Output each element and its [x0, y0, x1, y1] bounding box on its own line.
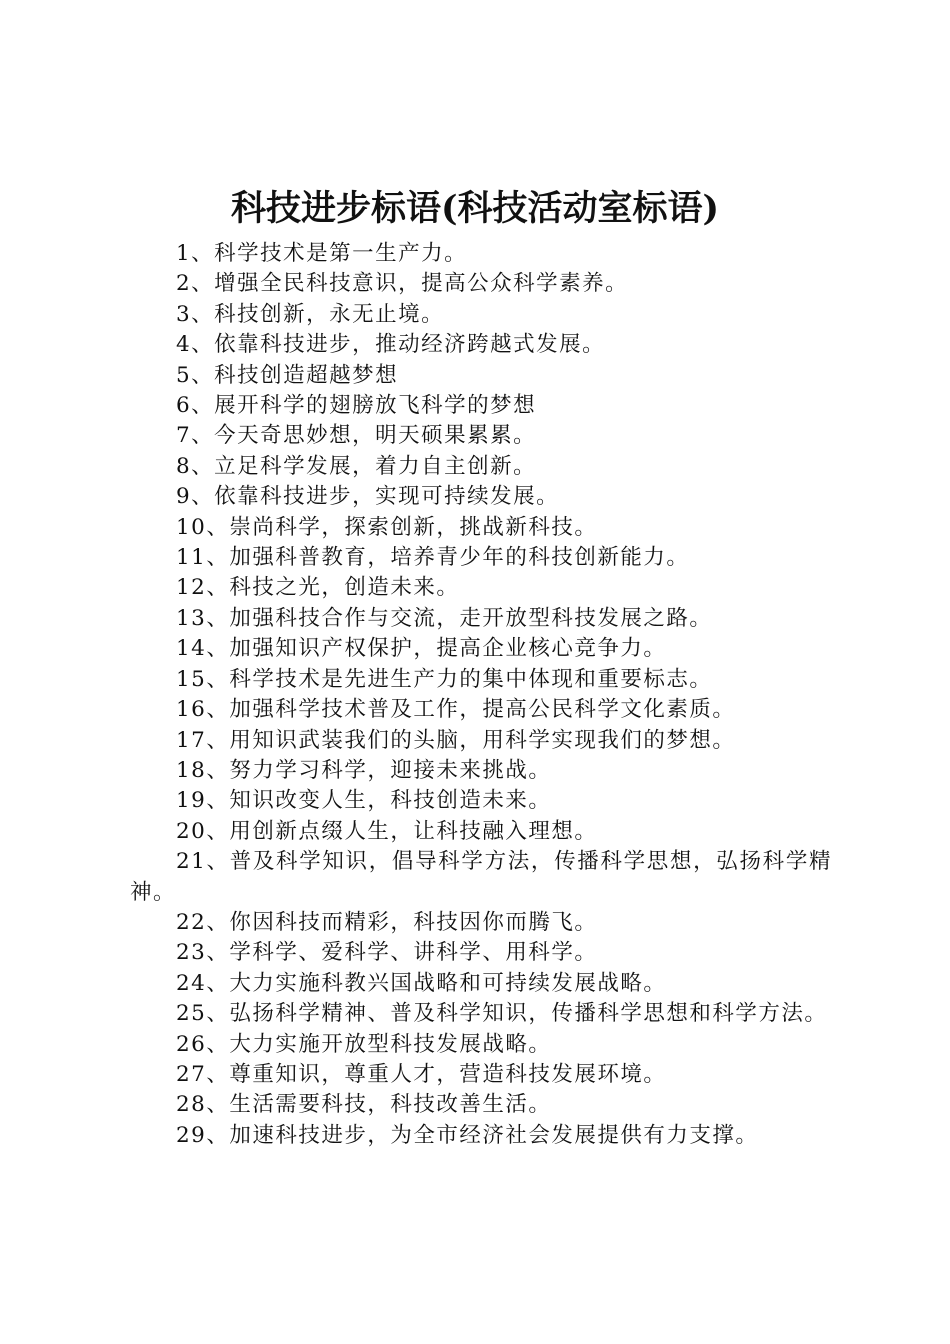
- slogan-list: [130, 239, 832, 1151]
- list-item: 21、普及科学知识，倡导科学方法，传播科学思想，弘扬科学精神。: [130, 849, 832, 905]
- list-item: 18、努力学习科学，迎接未来挑战。: [176, 757, 552, 783]
- list-item: 13、加强科技合作与交流，走开放型科技发展之路。: [176, 605, 713, 631]
- list-item: 9、依靠科技进步，实现可持续发展。: [176, 484, 560, 510]
- list-item: 10、崇尚科学，探索创新，挑战新科技。: [176, 514, 598, 540]
- list-item: 20、用创新点缀人生，让科技融入理想。: [176, 818, 598, 844]
- list-item: 7、今天奇思妙想，明天硕果累累。: [176, 423, 537, 449]
- list-item: 12、科技之光，创造未来。: [176, 575, 460, 601]
- list-item: 4、依靠科技进步，推动经济跨越式发展。: [176, 332, 606, 358]
- list-item: 1、科学技术是第一生产力。: [176, 241, 468, 266]
- document-title: 科技进步标语(科技活动室标语): [230, 188, 720, 229]
- list-item: 5、科技创造超越梦想: [176, 362, 399, 388]
- list-item: 29、加速科技进步，为全市经济社会发展提供有力支撑。: [176, 1122, 759, 1148]
- list-item: 25、弘扬科学精神、普及科学知识，传播科学思想和科学方法。: [176, 1001, 828, 1027]
- list-item: 16、加强科学技术普及工作，提高公民科学文化素质。: [176, 697, 736, 723]
- list-item: 24、大力实施科教兴国战略和可持续发展战略。: [176, 970, 667, 996]
- list-item: 8、立足科学发展，着力自主创新。: [176, 453, 537, 479]
- list-item: 2、增强全民科技意识，提高公众科学素养。: [176, 271, 629, 297]
- list-item: 22、你因科技而精彩，科技因你而腾飞。: [176, 909, 598, 935]
- list-item: 26、大力实施开放型科技发展战略。: [176, 1031, 552, 1057]
- list-item: 19、知识改变人生，科技创造未来。: [176, 788, 552, 814]
- list-item: 17、用知识武装我们的头脑，用科学实现我们的梦想。: [176, 727, 736, 753]
- list-item: 28、生活需要科技，科技改善生活。: [176, 1092, 552, 1118]
- list-item: 6、展开科学的翅膀放飞科学的梦想: [176, 393, 537, 419]
- list-item: 27、尊重知识，尊重人才，营造科技发展环境。: [176, 1061, 667, 1087]
- list-item: 11、加强科普教育，培养青少年的科技创新能力。: [176, 545, 690, 571]
- list-item: 14、加强知识产权保护，提高企业核心竞争力。: [176, 636, 667, 662]
- list-item: 15、科学技术是先进生产力的集中体现和重要标志。: [176, 666, 713, 692]
- list-item: 3、科技创新，永无止境。: [176, 301, 445, 327]
- list-item: 23、学科学、爱科学、讲科学、用科学。: [176, 940, 598, 966]
